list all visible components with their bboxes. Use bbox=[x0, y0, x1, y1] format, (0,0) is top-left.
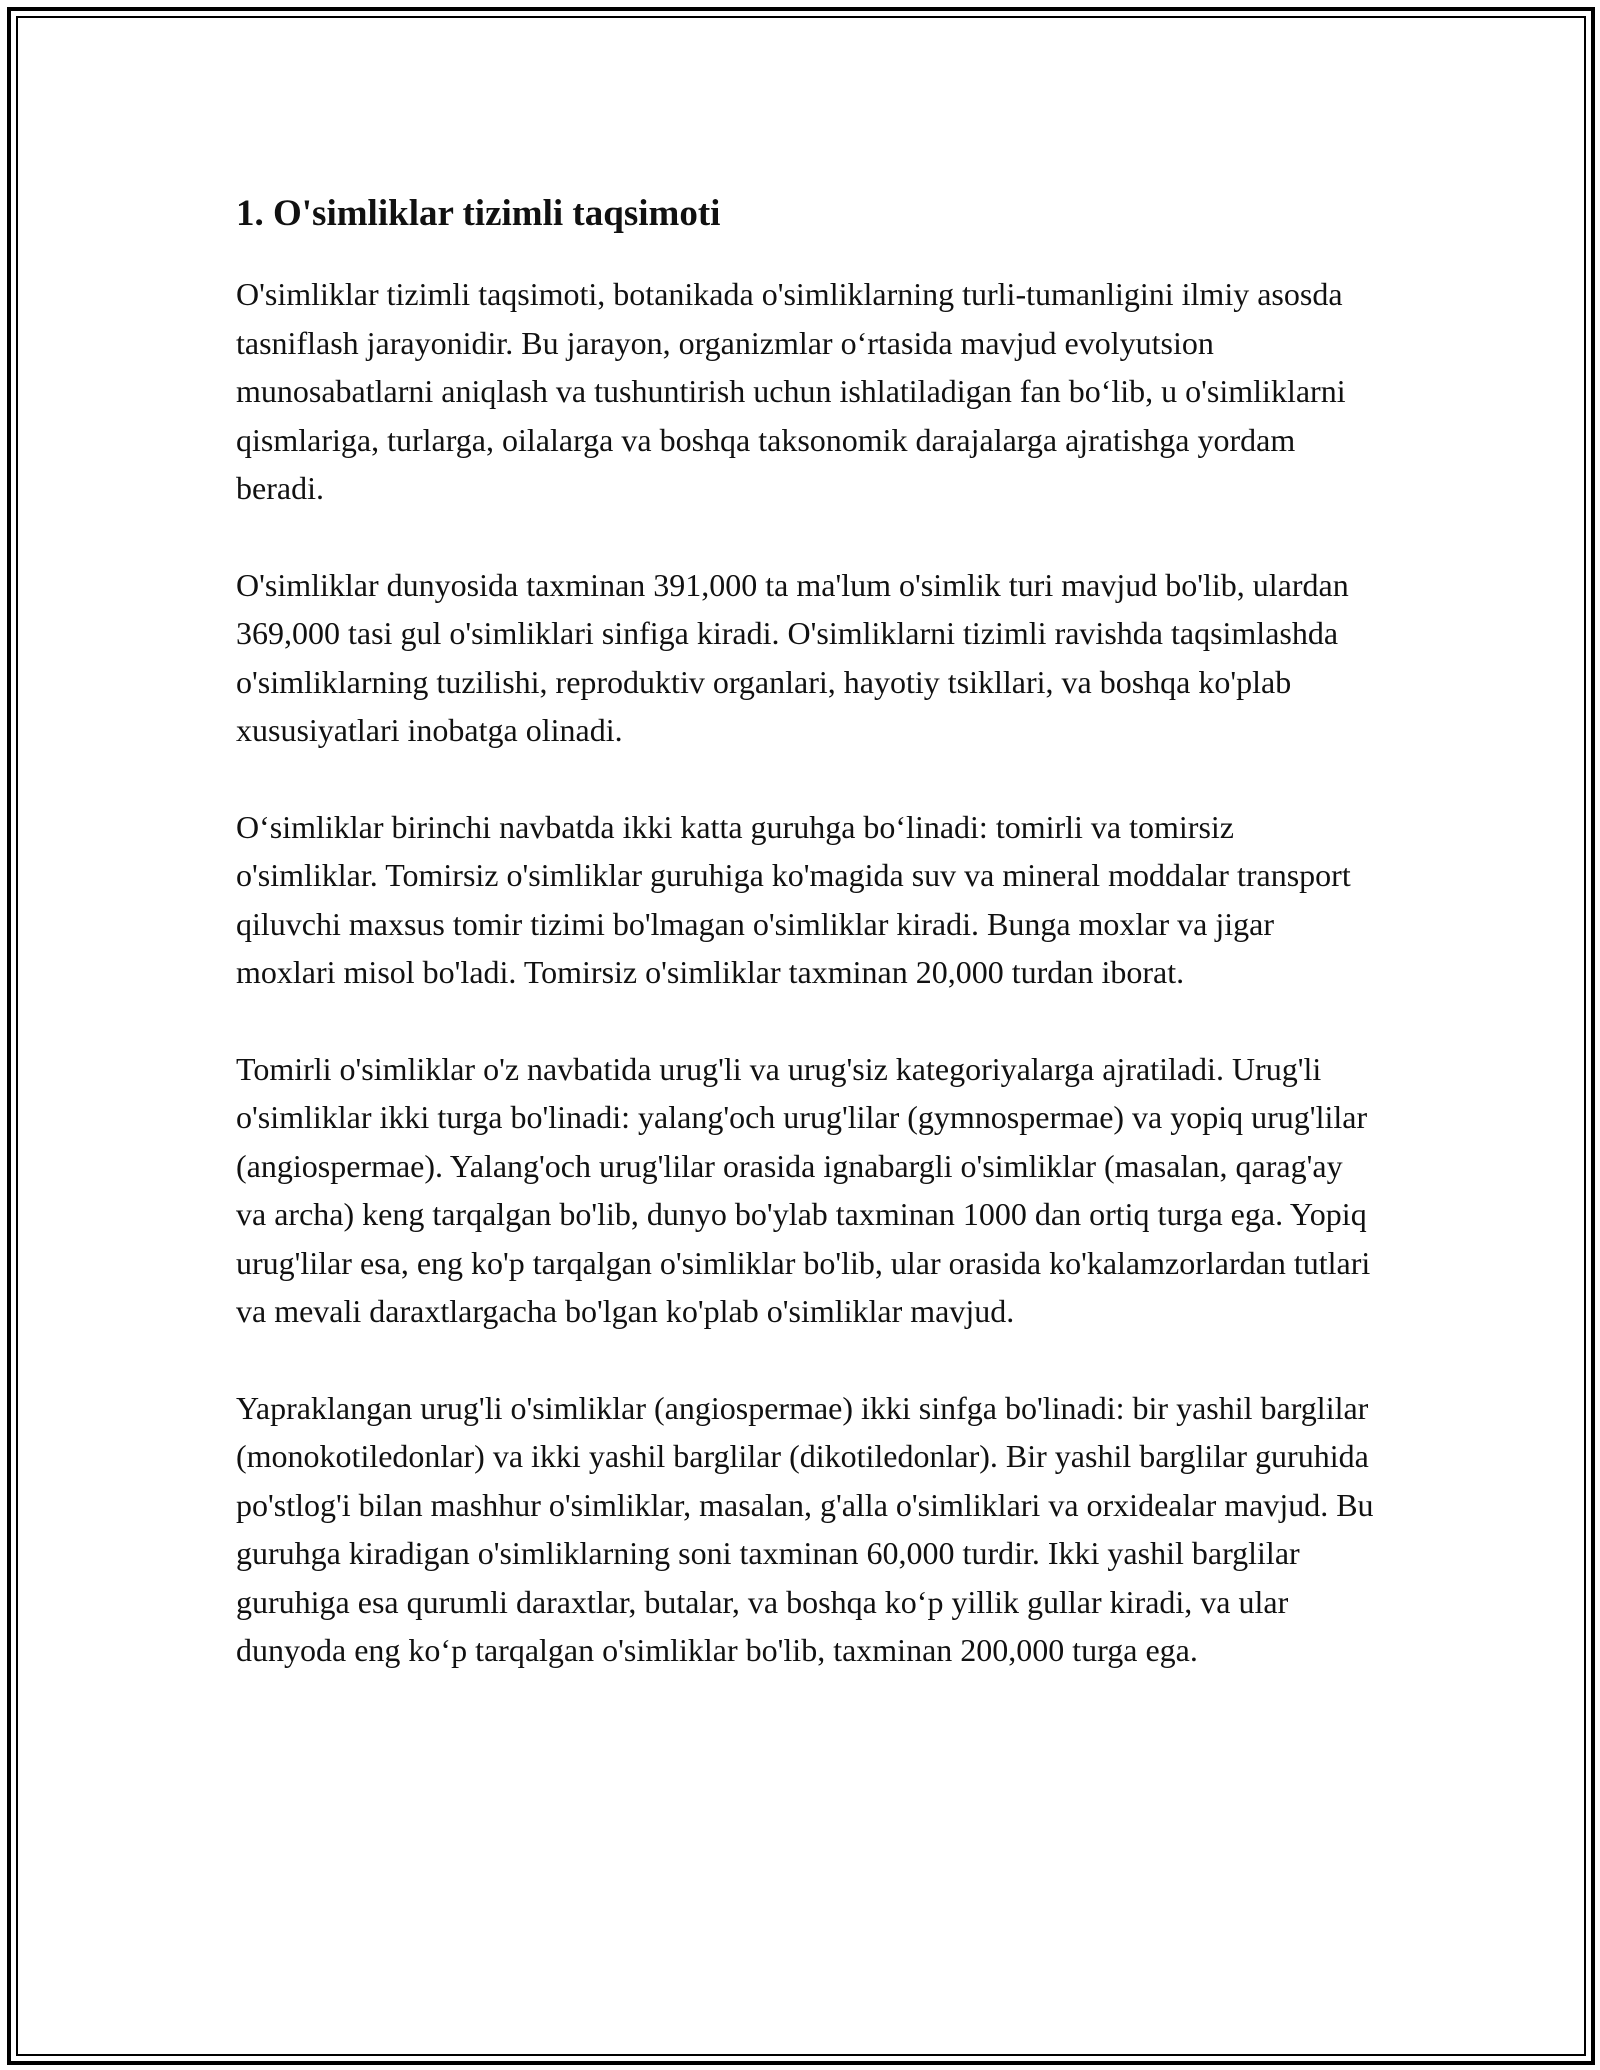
paragraph-1: O'simliklar tizimli taqsimoti, botanikada o'simliklarning turli-tumanligini ilmiy asosda tasniflash jarayonidir. Bu jarayon, organizmlar o‘rtasida mavjud evolyutsion munosabatlarni aniqlash va tushuntirish uchun ishlatiladigan fan bo‘lib, u o'simliklarni qismlariga, turlarga, oilalarga va boshqa taksonomik darajalarga ajratishga yordam beradi. bbox=[236, 276, 1346, 506]
document-body bbox=[236, 190, 1376, 1723]
paragraph-4: Tomirli o'simliklar o'z navbatida urug'li va urug'siz kategoriyalarga ajratiladi. Urug'li o'simliklar ikki turga bo'linadi: yalang'och urug'lilar (gymnospermae) va yopiq urug'lilar (angiospermae). Yalang'och urug'lilar orasida ignabargli o'simliklar (masalan, qarag'ay va archa) keng tarqalgan bo'lib, dunyo bo'ylab taxminan 1000 dan ortiq turga ega. Yopiq urug'lilar esa, eng ko'p tarqalgan o'simliklar bo'lib, ular orasida ko'kalamzorlardan tutlari va mevali daraxtlargacha bo'lgan ko'plab o'simliklar mavjud. bbox=[236, 1050, 1371, 1329]
paragraph-3: O‘simliklar birinchi navbatda ikki katta guruhga bo‘linadi: tomirli va tomirsiz o'simliklar. Tomirsiz o'simliklar guruhiga ko'magida suv va mineral moddalar transport qiluvchi maxsus tomir tizimi bo'lmagan o'simliklar kiradi. Bunga moxlar va jigar moxlari misol bo'ladi. Tomirsiz o'simliklar taxminan 20,000 turdan iborat. bbox=[236, 808, 1351, 990]
page-title: 1. O'simliklar tizimli taqsimoti bbox=[236, 193, 721, 234]
paragraph-2: O'simliklar dunyosida taxminan 391,000 ta ma'lum o'simlik turi mavjud bo'lib, ulardan 369,000 tasi gul o'simliklari sinfiga kiradi. O'simliklarni tizimli ravishda taqsimlashda o'simliklarning tuzilishi, reproduktiv organlari, hayotiy tsikllari, va boshqa ko'plab xususiyatlari inobatga olinadi. bbox=[236, 566, 1349, 748]
paragraph-5: Yapraklangan urug'li o'simliklar (angiospermae) ikki sinfga bo'linadi: bir yashil barglilar (monokotiledonlar) va ikki yashil barglilar (dikotiledonlar). Bir yashil barglilar guruhida po'stlog'i bilan mashhur o'simliklar, masalan, g'alla o'simliklari va orxidealar mavjud. Bu guruhga kiradigan o'simliklarning soni taxminan 60,000 turdir. Ikki yashil barglilar guruhiga esa qurumli daraxtlar, butalar, va boshqa ko‘p yillik gullar kiradi, va ular dunyoda eng ko‘p tarqalgan o'simliklar bo'lib, taxminan 200,000 turga ega. bbox=[236, 1389, 1374, 1668]
